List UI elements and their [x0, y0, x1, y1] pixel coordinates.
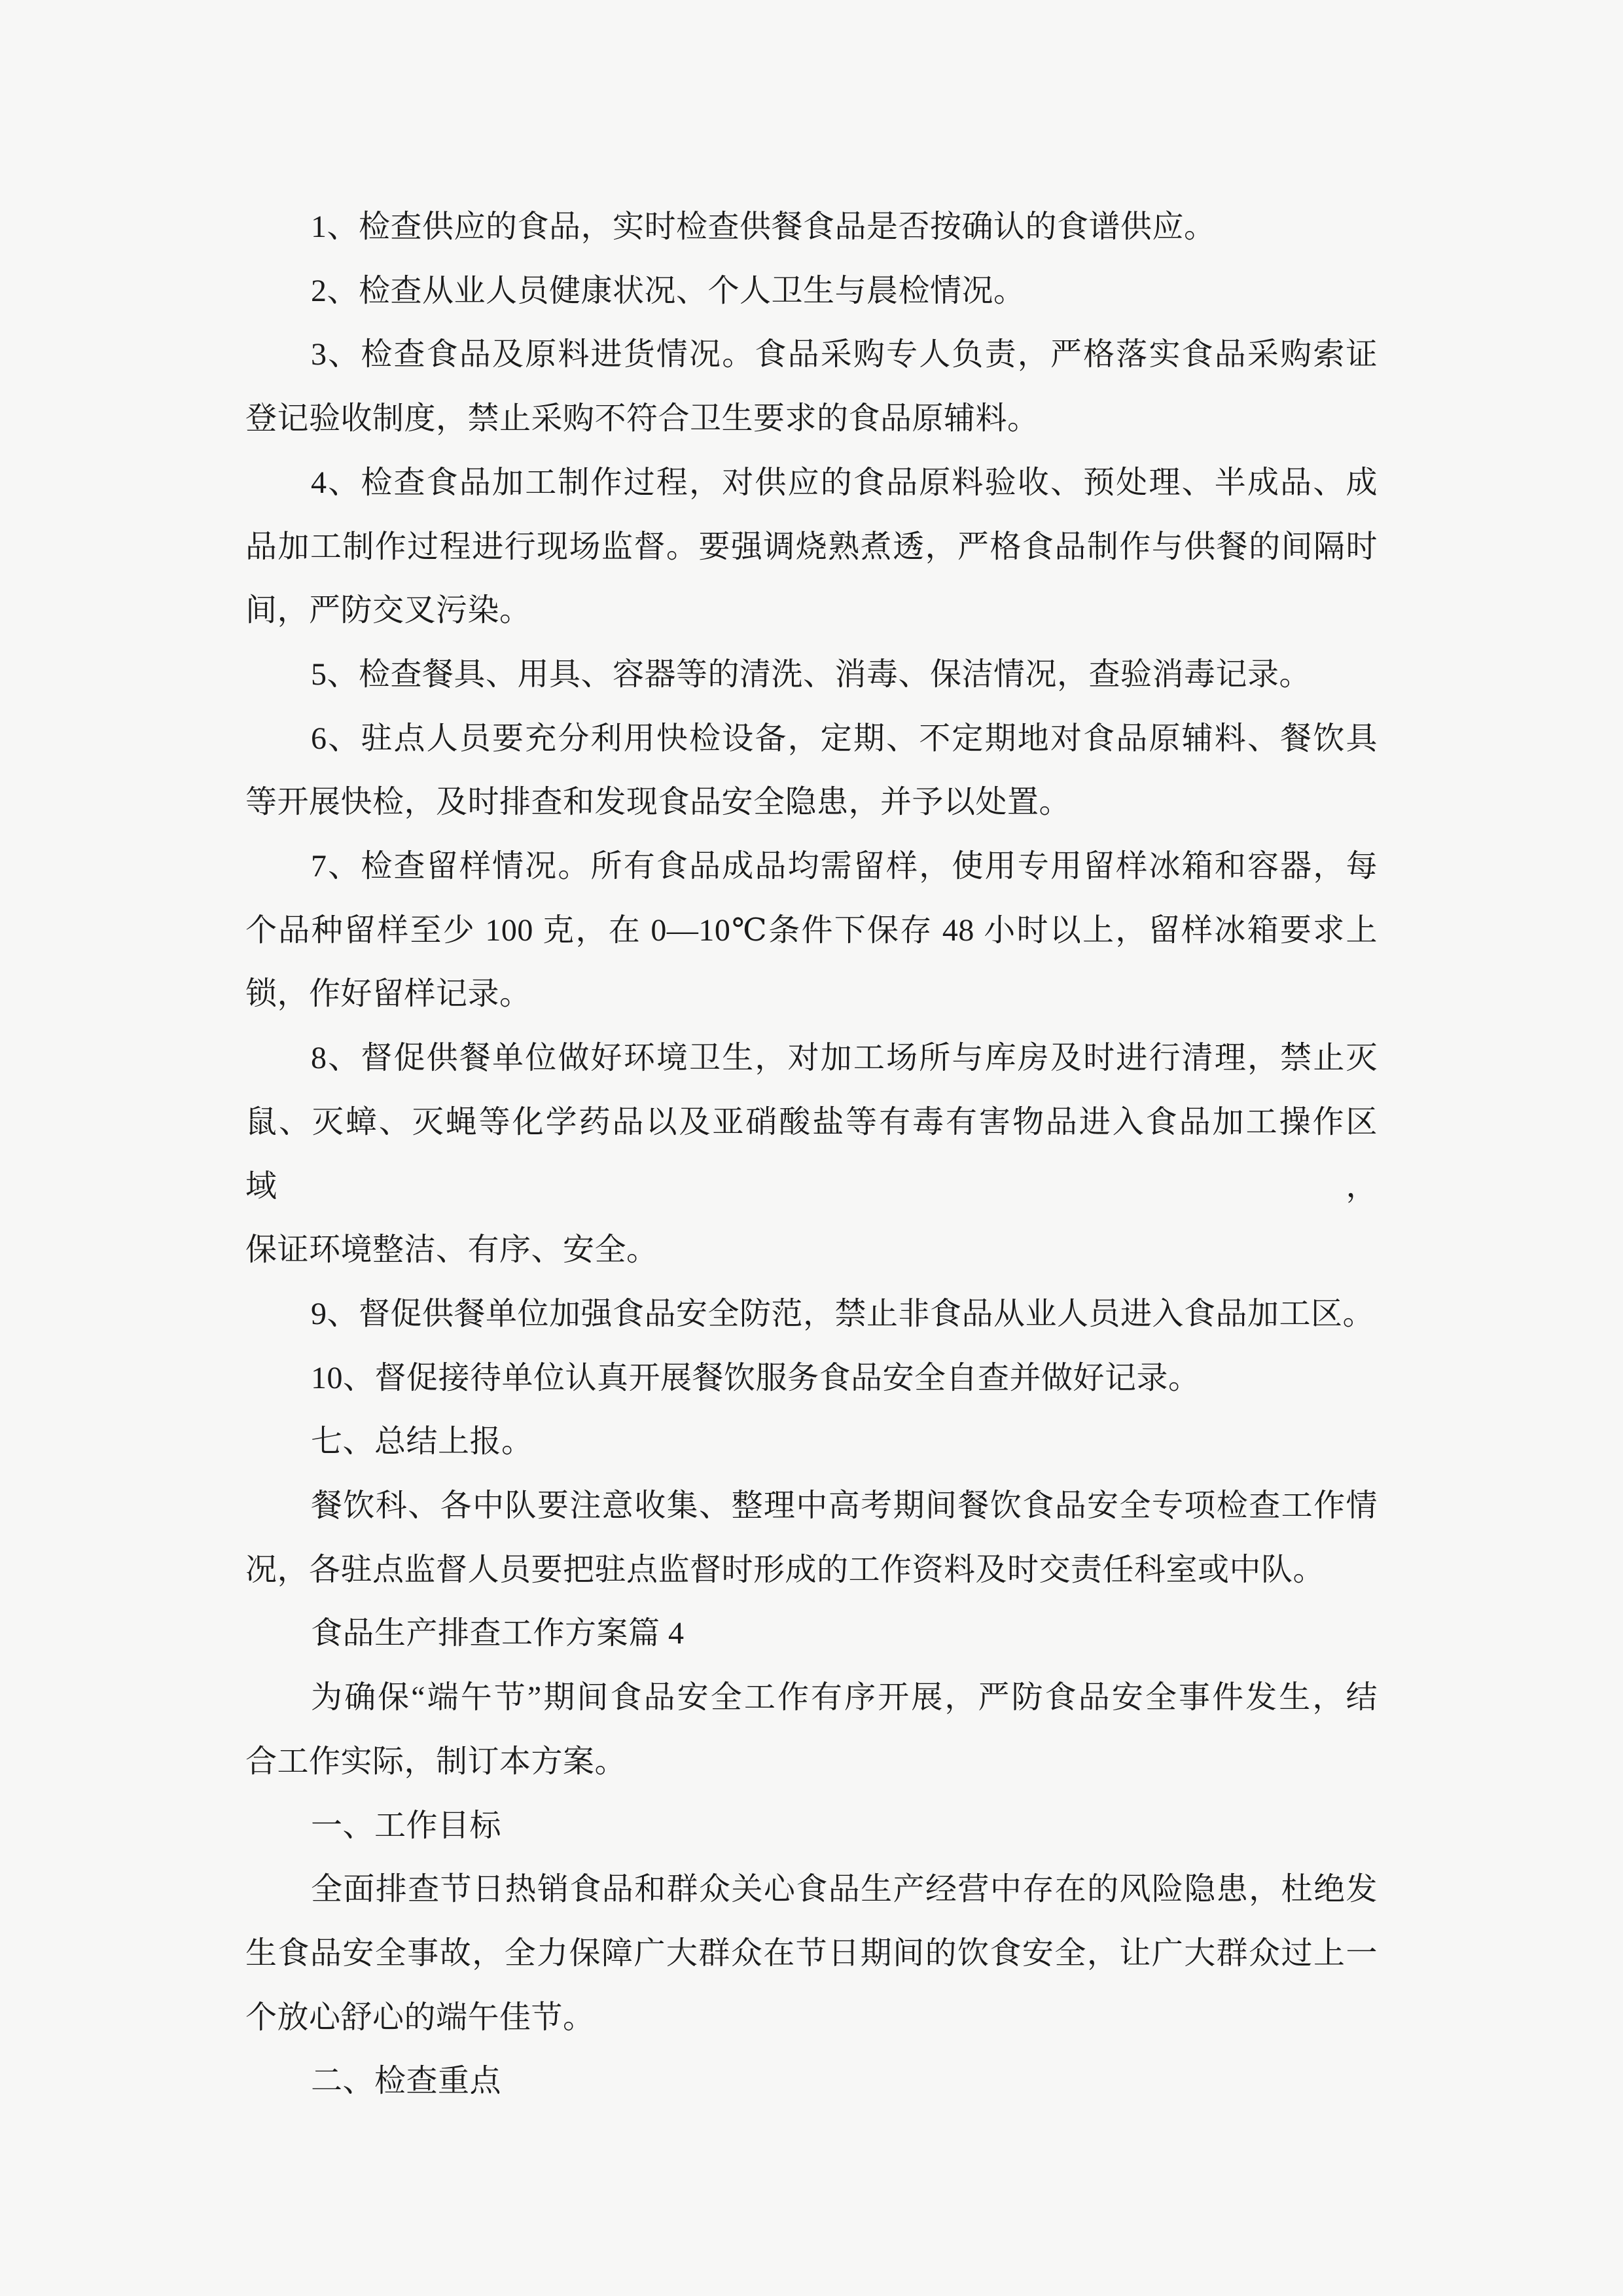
- text-line-14: 8、督促供餐单位做好环境卫生，对加工场所与库房及时进行清理，禁止灭: [311, 1041, 1378, 1076]
- text-line-8: 5、检查餐具、用具、容器等的清洗、消毒、保洁情况，查验消毒记录。: [311, 656, 1311, 692]
- text-line-11: 7、检查留样情况。所有食品成品均需留样，使用专用留样冰箱和容器，每: [311, 849, 1378, 884]
- text-line-12: 个品种留样至少 100 克，在 0—10℃条件下保存 48 小时以上，留样冰箱要求上: [245, 912, 1378, 948]
- text-line-24: 合工作实际，制订本方案。: [245, 1744, 627, 1779]
- text-line-13: 锁，作好留样记录。: [245, 977, 531, 1012]
- text-line-25: 一、工作目标: [311, 1808, 502, 1843]
- text-line-27: 生食品安全事故，全力保障广大群众在节日期间的饮食安全，让广大群众过上一: [245, 1935, 1378, 1971]
- text-line-10: 等开展快检，及时排查和发现食品安全隐患，并予以处置。: [245, 785, 1071, 820]
- text-line-6: 品加工制作过程进行现场监督。要强调烧熟煮透，严格食品制作与供餐的间隔时: [245, 529, 1378, 564]
- text-line-9: 6、驻点人员要充分利用快检设备，定期、不定期地对食品原辅料、餐饮具: [311, 721, 1378, 756]
- text-line-22: 食品生产排查工作方案篇 4: [311, 1616, 685, 1651]
- text-line-19: 七、总结上报。: [311, 1424, 533, 1460]
- text-line-15: 鼠、灭蟑、灭蝇等化学药品以及亚硝酸盐等有毒有害物品进入食品加工操作区域，: [245, 1104, 1378, 1204]
- text-line-17: 9、督促供餐单位加强食品安全防范，禁止非食品从业人员进入食品加工区。: [311, 1296, 1375, 1331]
- text-line-7: 间，严防交叉污染。: [245, 593, 531, 628]
- text-line-4: 登记验收制度，禁止采购不符合卫生要求的食品原辅料。: [245, 401, 1039, 437]
- text-line-2: 2、检查从业人员健康状况、个人卫生与晨检情况。: [311, 273, 1026, 308]
- text-line-18: 10、督促接待单位认真开展餐饮服务食品安全自查并做好记录。: [311, 1360, 1200, 1395]
- text-line-23: 为确保“端午节”期间食品安全工作有序开展，严防食品安全事件发生，结: [311, 1680, 1378, 1715]
- text-line-21: 况，各驻点监督人员要把驻点监督时形成的工作资料及时交责任科室或中队。: [245, 1552, 1325, 1587]
- text-line-29: 二、检查重点: [311, 2064, 502, 2099]
- text-line-20: 餐饮科、各中队要注意收集、整理中高考期间餐饮食品安全专项检查工作情: [311, 1488, 1378, 1524]
- text-line-3: 3、检查食品及原料进货情况。食品采购专人负责，严格落实食品采购索证: [311, 337, 1378, 372]
- text-line-5: 4、检查食品加工制作过程，对供应的食品原料验收、预处理、半成品、成: [311, 465, 1378, 500]
- text-line-16: 保证环境整洁、有序、安全。: [245, 1232, 658, 1268]
- text-line-1: 1、检查供应的食品，实时检查供餐食品是否按确认的食谱供应。: [311, 209, 1216, 244]
- text-line-26: 全面排查节日热销食品和群众关心食品生产经营中存在的风险隐患，杜绝发: [311, 1872, 1378, 1907]
- text-line-28: 个放心舒心的端午佳节。: [245, 2000, 595, 2035]
- document-text-block: [245, 195, 1378, 2113]
